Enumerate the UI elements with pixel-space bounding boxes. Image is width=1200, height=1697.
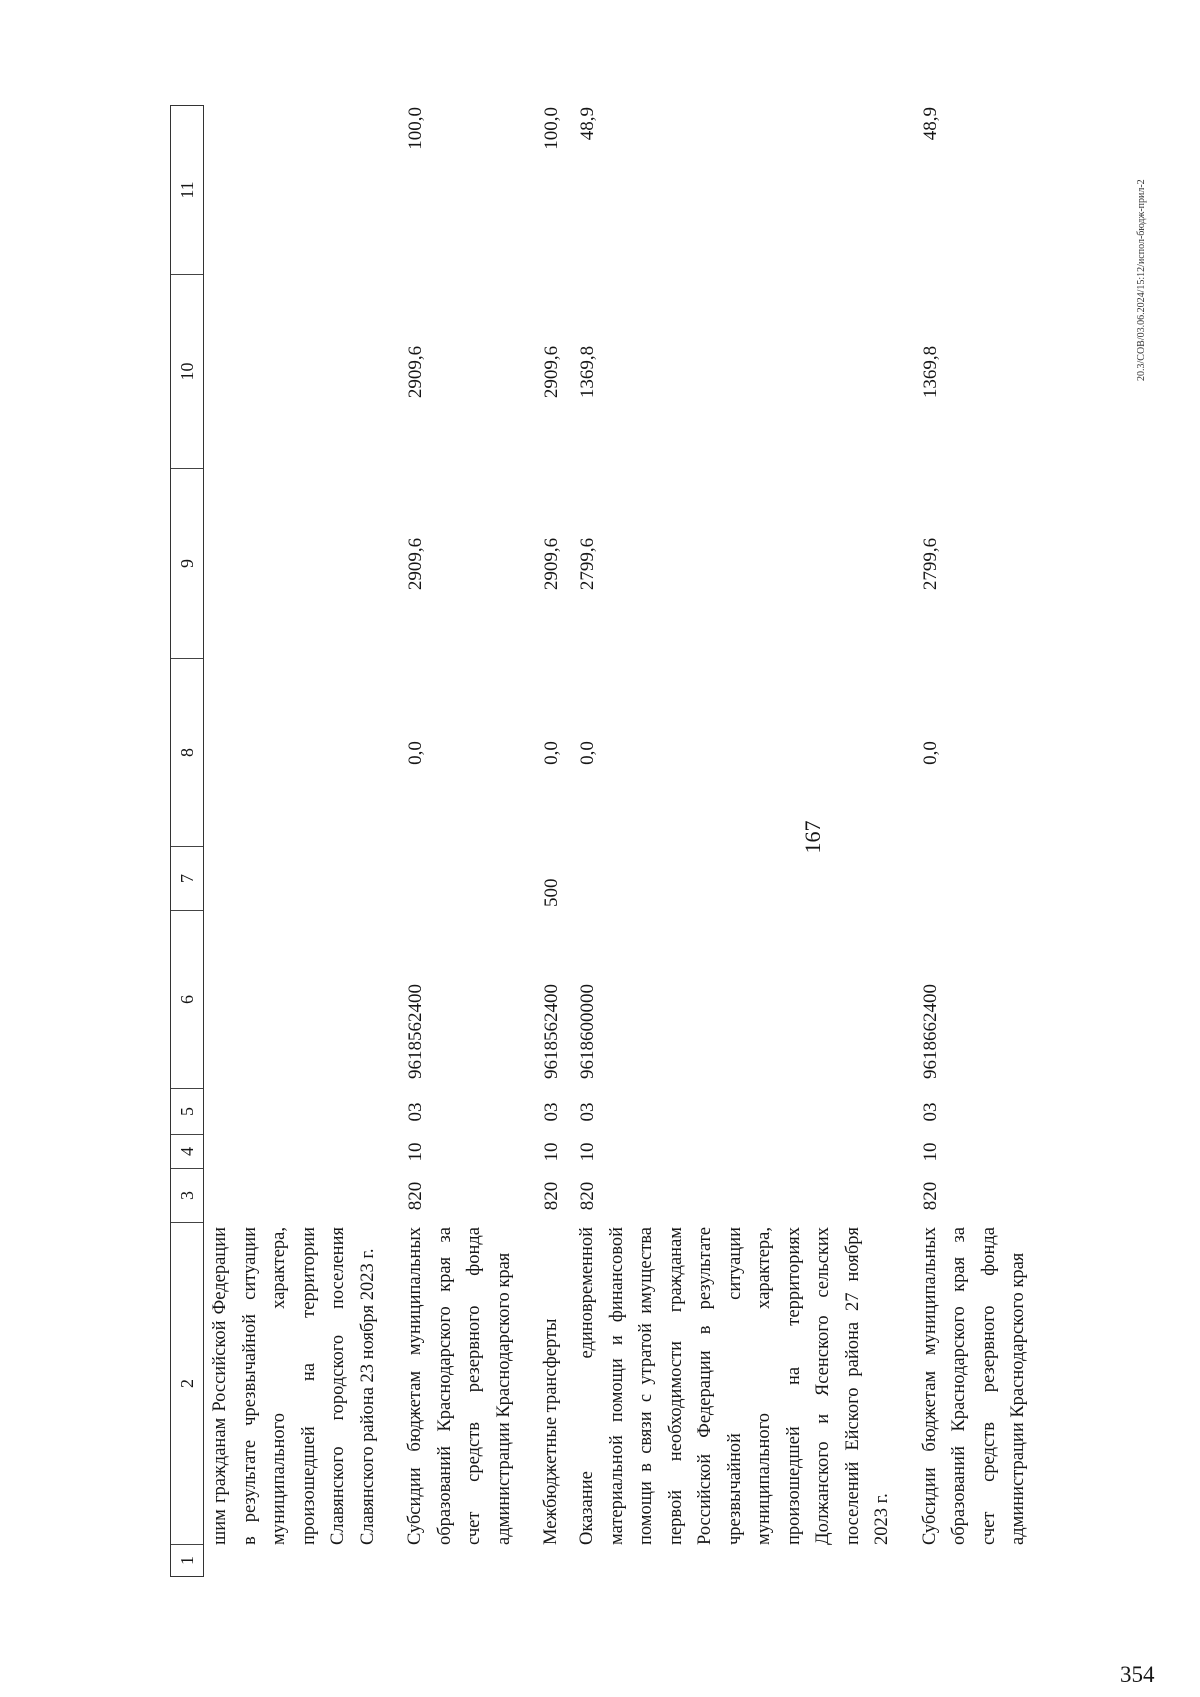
col8-value: 0,0 (919, 741, 941, 765)
col11-value: 100,0 (541, 107, 562, 150)
col10-value: 2909,6 (541, 345, 562, 399)
grbs-code: 820 (405, 1181, 426, 1211)
table-row (206, 107, 383, 1577)
col8-value: 0,0 (577, 741, 598, 765)
grbs-code: 820 (577, 1181, 598, 1211)
subsection-code: 03 (405, 1102, 426, 1122)
header-col-2: 2 (171, 1222, 203, 1544)
header-col-5: 5 (171, 1088, 203, 1134)
header-col-8: 8 (171, 658, 203, 846)
table-row (916, 107, 1034, 1577)
col9-value: 2909,6 (541, 537, 562, 591)
table-row (537, 107, 567, 1577)
header-col-3: 3 (171, 1168, 203, 1222)
header-col-7: 7 (171, 846, 203, 910)
row-name: Субсидии бюджетам муниципальных образований Краснодарского края за счет средств резервного фонда администрации Краснодарского края (919, 1227, 1028, 1545)
col9-value: 2799,6 (577, 537, 598, 591)
table-row (573, 107, 898, 1577)
subsection-code: 03 (577, 1102, 598, 1122)
col8-value: 0,0 (405, 741, 426, 765)
grbs-code: 820 (541, 1181, 562, 1211)
grbs-code: 820 (919, 1181, 941, 1211)
row-name: шим гражданам Российской Федерации в результате чрезвычайной ситуации муниципального характера, произошедшей на территории Славянского городского поселения Славянского района 23 ноября 2023 г. (210, 1227, 378, 1545)
col11-value: 100,0 (405, 107, 426, 150)
header-col-9: 9 (171, 468, 203, 658)
subsection-code: 03 (541, 1102, 562, 1122)
side-page-number: 354 (1120, 1662, 1155, 1687)
document-stamp: 20.3/СОВ/03.06.2024/15:12/испол-бюдж-прил-2 (1136, 179, 1147, 381)
table-row (401, 107, 519, 1577)
header-col-4: 4 (171, 1134, 203, 1168)
table-header (170, 105, 204, 1577)
page-number: 167 (800, 820, 825, 854)
col10-value: 1369,8 (919, 345, 941, 399)
target-article-code: 9618662400 (919, 984, 941, 1079)
table-body (206, 107, 1050, 1577)
row-name: Субсидии бюджетам муниципальных образований Краснодарского края за счет средств резервного фонда администрации Краснодарского края (405, 1227, 514, 1545)
col9-value: 2799,6 (919, 537, 941, 591)
target-article-code: 9618562400 (541, 984, 562, 1079)
col9-value: 2909,6 (405, 537, 426, 591)
col10-value: 2909,6 (405, 345, 426, 399)
section-code: 10 (919, 1142, 941, 1162)
col8-value: 0,0 (541, 741, 562, 765)
col11-value: 48,9 (919, 107, 941, 141)
row-name: Межбюджетные трансферты (541, 1318, 561, 1545)
section-code: 10 (577, 1142, 598, 1162)
header-col-10: 10 (171, 274, 203, 468)
target-article-code: 9618562400 (405, 984, 426, 1079)
header-col-1: 1 (171, 1544, 203, 1576)
target-article-code: 9618600000 (577, 984, 598, 1079)
col10-value: 1369,8 (577, 345, 598, 399)
header-col-6: 6 (171, 910, 203, 1088)
section-code: 10 (405, 1142, 426, 1162)
expense-type-code: 500 (541, 878, 562, 907)
col11-value: 48,9 (577, 107, 598, 141)
section-code: 10 (541, 1142, 562, 1162)
header-col-11: 11 (176, 181, 197, 199)
subsection-code: 03 (919, 1102, 941, 1122)
row-name: Оказание единовременной материальной помощи и финансовой помощи в связи с утратой имущества первой необходимости гражданам Российской Федерации в результате чрезвычайной ситуации муниципального характера, произошедшей на территориях Должанского и Ясенского сельских поселений Ейского района 27 ноября 2023 г. (577, 1227, 892, 1545)
